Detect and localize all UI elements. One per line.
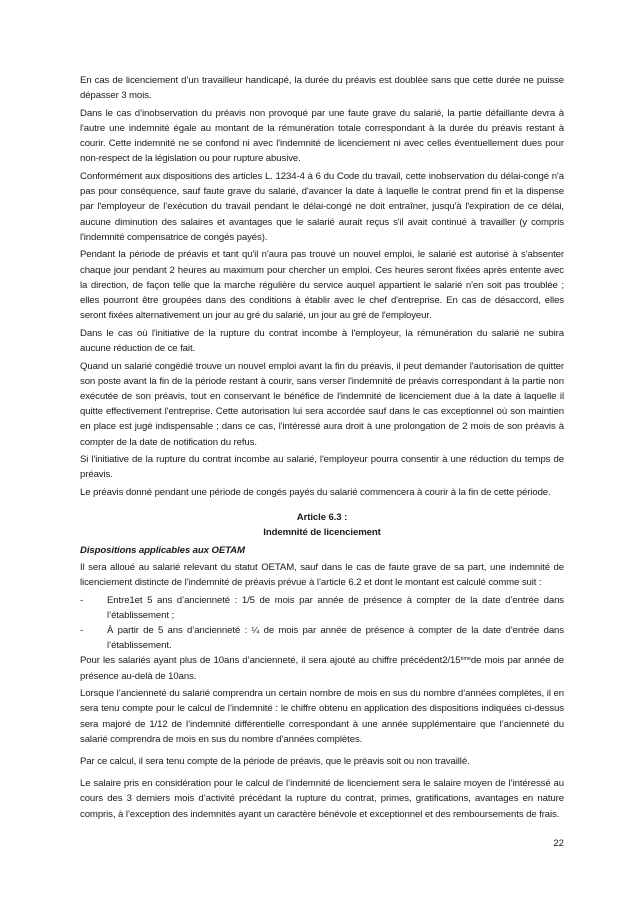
- paragraph-over-10-years: [80, 653, 564, 683]
- paragraph-handicap-notice: En cas de licenciement d’un travailleur handicapé, la durée du préavis est doublée sans que cette durée ne puisse dépasser 3 mois.: [80, 75, 564, 102]
- article-title: Article 6.3 :: [296, 512, 348, 524]
- list-item-text: À partir de 5 ans d’ancienneté : ¼ de mois par année de présence à compter de la date d’entrée dans l’établissement.: [107, 625, 564, 652]
- paragraph-intro: Il sera alloué au salarié relevant du statut OETAM, sauf dans le cas de faute grave de sa part, une indemnité de licenciement distincte de l’indemnité de préavis prévue à l’article 6.2 et dont le montant est calculé comme suit :: [80, 561, 564, 589]
- page-content: [80, 73, 564, 824]
- article-subtitle: Indemnité de licenciement: [263, 527, 381, 539]
- paragraph-legal-articles: Conformément aux dispositions des articles L. 1234-4 à 6 du Code du travail, cette inobservation du délai-congé n'a pas pour conséquence, sauf faute grave du salarié, d'avancer la date à laquelle le contrat prend fin et la dispense par l'employeur de l’exécution du travail pendant le délai-congé ne doit entraîner, jusqu'à l'expiration de ce délai, aucune diminution des salaires et avantages que le salarié aurait reçus s'il avait continué à travailler (y compris l'indemnité compensatrice de congés payés).: [80, 171, 564, 243]
- seniority-text-after: de mois par année de présence au-delà de 10ans.: [80, 655, 564, 682]
- paragraph-employee-initiative: Si l'initiative de la rupture du contrat incombe au salarié, l'employeur pourra consentir à une réduction du temps de préavis.: [80, 454, 564, 481]
- page-number: 22: [553, 838, 564, 849]
- seniority-text-before: Pour les salariés ayant plus de 10ans d’ancienneté, il sera ajouté au chiffre précédent2/15: [80, 655, 461, 667]
- indemnity-list: [80, 593, 564, 654]
- list-dash: -: [80, 625, 84, 637]
- paragraph-paid-leave: Le préavis donné pendant une période de congés payés du salarié commencera à courir à la fin de cette période.: [80, 487, 551, 499]
- list-dash: -: [80, 594, 84, 606]
- section-heading: Dispositions applicables aux OETAM: [80, 544, 245, 556]
- paragraph-employer-initiative: Dans le cas où l'initiative de la rupture du contrat incombe à l'employeur, la rémunération du salarié ne subira aucune réduction de ce fait.: [80, 327, 564, 355]
- paragraph-calculation: Par ce calcul, il sera tenu compte de la période de préavis, que le préavis soit ou non travaillé.: [80, 756, 470, 768]
- paragraph-job-search-hours: Pendant la période de préavis et tant qu'il n'aura pas trouvé un nouvel emploi, le salarié est autorisé à s'absenter chaque jour pendant 2 heures au maximum pour chercher un emploi. Ces heures seront fixées après entente avec la direction, de façon telle que la marche régulière du service auquel appartient le salarié n'en soit pas troublée ; elles pourront être groupées dans des conditions à établir avec le chef d'entreprise. En cas de désaccord, elles seront fixées alternativement un jour au gré du salarié, un jour au gré de l'employeur.: [80, 249, 564, 322]
- seniority-superscript: ème: [460, 656, 471, 663]
- paragraph-reference-salary: Le salaire pris en considération pour le calcul de l’indemnité de licenciement sera le salaire moyen de l’intéressé au cours des 3 derniers mois d’activité précédant la rupture du contrat, primes, gratifications, avantages en nature compris, à l’exception des indemnités ayant un caractère bénévole et exceptionnel et des remboursements de frais.: [80, 778, 564, 820]
- paragraph-new-job: Quand un salarié congédié trouve un nouvel emploi avant la fin du préavis, il peut demander l'autorisation de quitter son poste avant la fin de la période restant à courir, sans verser l'indemnité de préavis correspondant à la partie non exécutée de son préavis, tout en conservant le bénéfice de l'indemnité de licenciement due à la date à laquelle il quitte effectivement l'entreprise. Cette autorisation lui sera accordée sauf dans le cas exceptionnel où son maintien en place est jugé indispensable ; dans ce cas, l'intéressé aura droit à une prolongation de 2 mois de son préavis à compter de la date de notification du refus.: [80, 360, 564, 448]
- list-item: [80, 593, 564, 623]
- list-item: [80, 623, 564, 653]
- paragraph-notice-breach: Dans le cas d’inobservation du préavis non provoqué par une faute grave du salarié, la partie défaillante devra à l'autre une indemnité égale au montant de la rémunération totale correspondant à la durée du préavis restant à courir. Cette indemnité ne se confond ni avec l'indemnité de licenciement ni avec celles éventuellement dues pour non-respect de la législation ou pour rupture abusive.: [80, 107, 564, 165]
- list-item-text: Entre1et 5 ans d’ancienneté : 1/5 de mois par année de présence à compter de la date d’entrée dans l’établissement ;: [107, 594, 564, 621]
- paragraph-partial-year: Lorsque l’ancienneté du salarié comprendra un certain nombre de mois en sus du nombre d’années complètes, il en sera tenu compte pour le calcul de l’indemnité : le chiffre obtenu en application des dispositions indiquées ci-dessus sera majoré de 1/12 de l’indemnité différentielle correspondant à une année supplémentaire que l’ancienneté du salarié comprendra de mois en sus du nombre d’années complètes.: [80, 688, 564, 745]
